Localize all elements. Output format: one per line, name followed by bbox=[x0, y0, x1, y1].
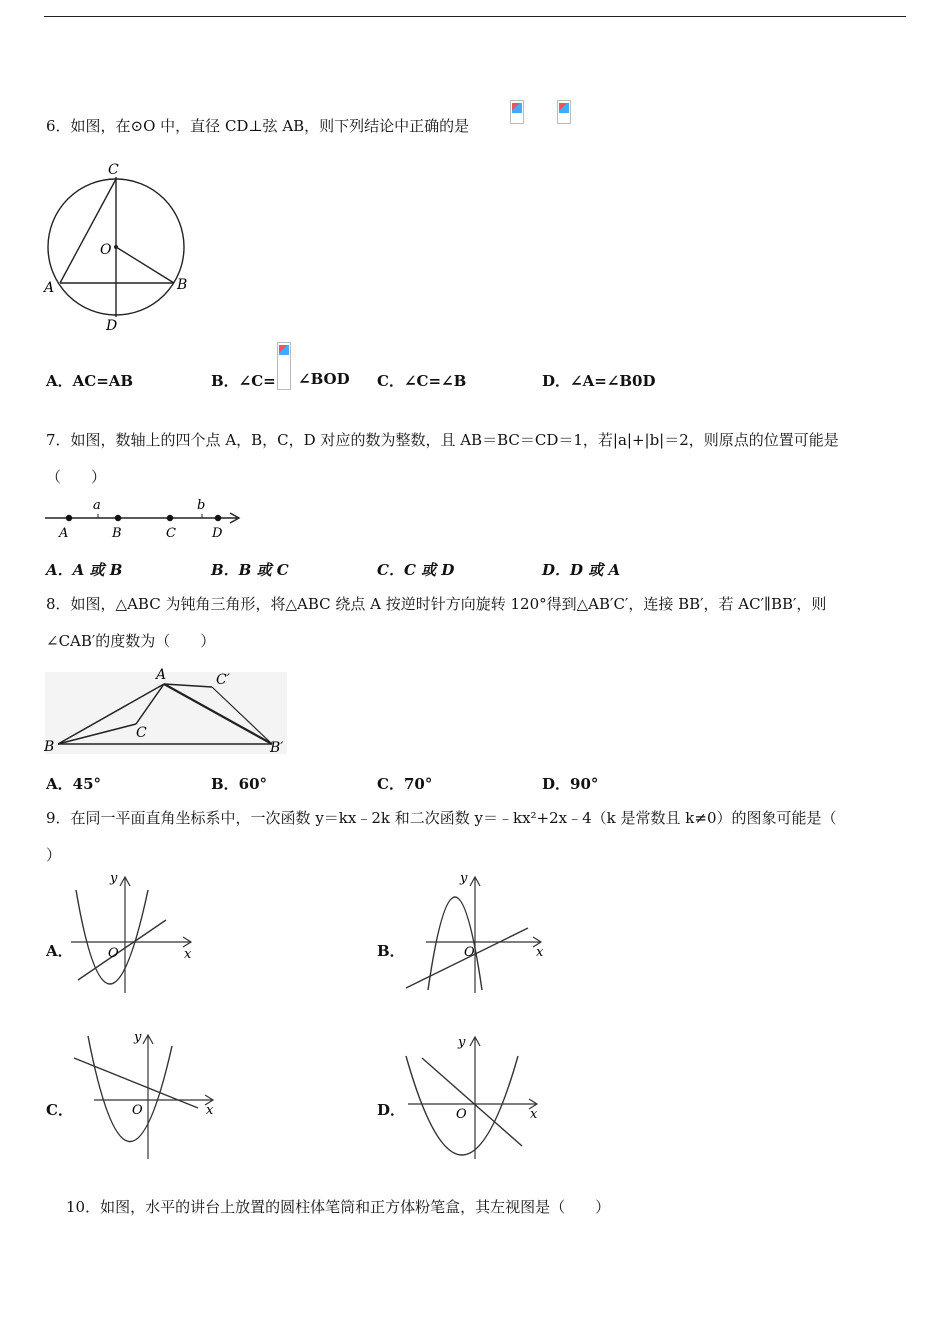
q6-circle-figure bbox=[40, 155, 200, 335]
origin-label: O bbox=[108, 946, 119, 961]
label-b-prime: B′ bbox=[270, 740, 284, 756]
q10-text: 10．如图，水平的讲台上放置的圆柱体笔筒和正方体粉笔盒，其左视图是（ ） bbox=[66, 1198, 611, 1216]
q6-option-b-tail: ∠BOD bbox=[298, 370, 350, 388]
q9-text-cont: ） bbox=[46, 846, 62, 864]
q7-option-c: C．C 或 D bbox=[377, 561, 455, 579]
q9-graph-d bbox=[400, 1024, 550, 1164]
q9-option-c: C． bbox=[46, 1101, 73, 1119]
q9-option-a: A． bbox=[46, 942, 73, 960]
q8-text-cont: ∠CAB′的度数为（ ） bbox=[46, 632, 216, 650]
q6-text: 6．如图，在⊙O 中，直径 CD⊥弦 AB，则下列结论中正确的是 bbox=[46, 117, 470, 135]
label-c: C bbox=[166, 526, 176, 541]
label-b-small: b bbox=[197, 498, 206, 513]
q8-triangle-figure bbox=[40, 662, 295, 762]
q7-text: 7．如图，数轴上的四个点 A，B，C，D 对应的数为整数，且 AB＝BC＝CD＝1，若|a|+|b|＝2，则原点的位置可能是 bbox=[46, 431, 839, 449]
origin-label: O bbox=[456, 1107, 467, 1122]
axis-x-label: x bbox=[206, 1103, 214, 1118]
label-b: B bbox=[112, 526, 122, 541]
q9-text: 9．在同一平面直角坐标系中，一次函数 y＝kx﹣2k 和二次函数 y＝﹣kx²+2x﹣4（k 是常数且 k≠0）的图象可能是（ bbox=[46, 809, 837, 827]
q8-option-c: C．70° bbox=[377, 775, 433, 793]
label-c: C bbox=[136, 725, 147, 741]
label-a: A bbox=[156, 667, 167, 683]
axis-y-label: y bbox=[458, 1035, 466, 1050]
q7-option-b: B．B 或 C bbox=[211, 561, 289, 579]
q6-option-b: B．∠C= bbox=[211, 372, 276, 390]
q7-option-d: D．D 或 A bbox=[542, 561, 621, 579]
label-d: D bbox=[212, 526, 223, 541]
broken-image-icon bbox=[510, 100, 524, 124]
broken-image-icon bbox=[557, 100, 571, 124]
label-b: B bbox=[44, 739, 55, 755]
q8-option-d: D．90° bbox=[542, 775, 599, 793]
q8-text: 8．如图，△ABC 为钝角三角形，将△ABC 绕点 A 按逆时针方向旋转 120°得到△AB′C′，连接 BB′，若 AC′∥BB′，则 bbox=[46, 595, 827, 613]
q6-option-a: A．AC=AB bbox=[46, 372, 134, 390]
label-a: A bbox=[44, 280, 55, 296]
label-d: D bbox=[106, 318, 118, 334]
label-c: C bbox=[108, 162, 119, 178]
q8-option-b: B．60° bbox=[211, 775, 268, 793]
label-a-small: a bbox=[93, 498, 101, 513]
axis-x-label: x bbox=[536, 945, 544, 960]
top-rule bbox=[44, 16, 906, 17]
label-a: A bbox=[59, 526, 69, 541]
q6-option-c: C．∠C=∠B bbox=[377, 372, 467, 390]
q9-graph-c bbox=[66, 1024, 226, 1164]
q8-option-a: A．45° bbox=[46, 775, 102, 793]
label-c-prime: C′ bbox=[216, 672, 230, 688]
q9-graph-b bbox=[400, 868, 550, 998]
q9-option-d: D． bbox=[377, 1101, 406, 1119]
label-b: B bbox=[177, 277, 188, 293]
broken-image-icon bbox=[277, 342, 291, 390]
origin-label: O bbox=[132, 1103, 143, 1118]
q9-option-b: B． bbox=[377, 942, 405, 960]
axis-x-label: x bbox=[530, 1107, 538, 1122]
q7-number-line-figure bbox=[40, 494, 250, 544]
axis-y-label: y bbox=[134, 1030, 142, 1045]
axis-y-label: y bbox=[460, 871, 468, 886]
q6-option-d: D．∠A=∠B0D bbox=[542, 372, 656, 390]
axis-x-label: x bbox=[184, 947, 192, 962]
axis-y-label: y bbox=[110, 871, 118, 886]
label-o: O bbox=[100, 242, 112, 258]
origin-label: O bbox=[464, 945, 475, 960]
q7-text-cont: （ ） bbox=[46, 468, 107, 486]
q9-graph-a bbox=[66, 868, 201, 998]
q7-option-a: A．A 或 B bbox=[46, 561, 123, 579]
